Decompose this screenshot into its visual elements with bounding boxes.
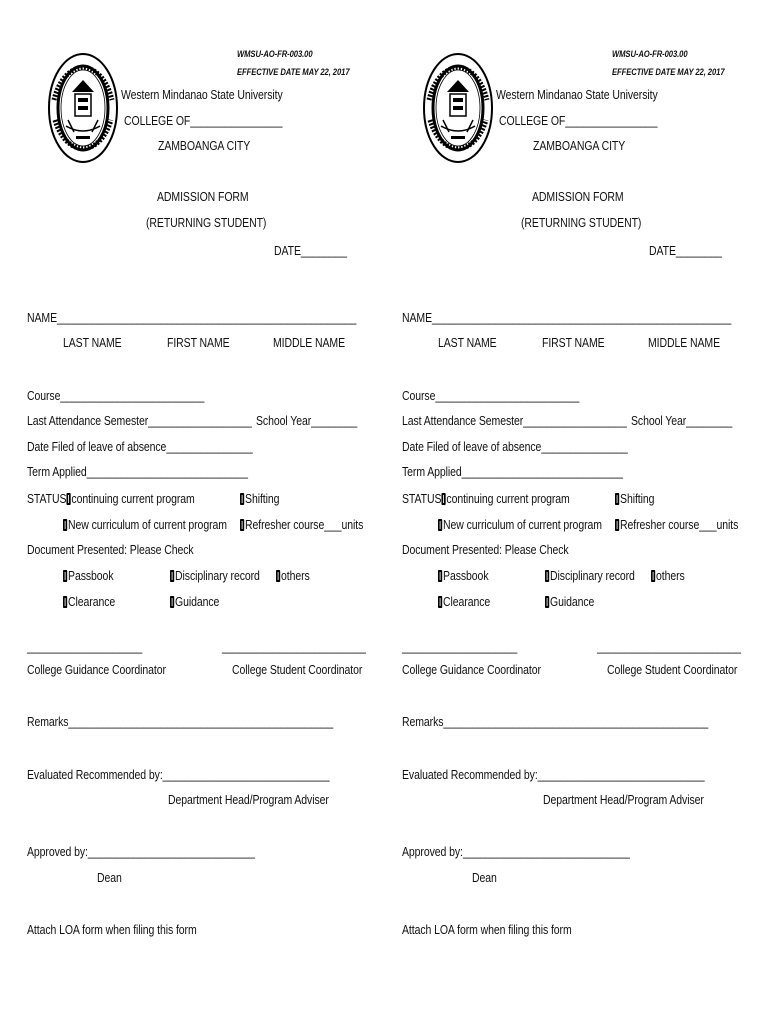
- last-attendance-field: Last Attendance Semester__________________: [402, 414, 627, 428]
- doc-clearance: Clearance: [63, 595, 115, 609]
- student-coordinator-label: College Student Coordinator: [232, 663, 363, 677]
- checkbox-new-curriculum[interactable]: [63, 519, 67, 531]
- checkbox-clearance[interactable]: [63, 596, 67, 608]
- approved-field: Approved by:_____________________________: [27, 845, 255, 859]
- term-applied-field: Term Applied____________________________: [402, 465, 623, 479]
- dept-head-label: Department Head/Program Adviser: [543, 793, 704, 807]
- date-field: DATE________: [274, 244, 347, 258]
- attach-note: Attach LOA form when filing this form: [27, 923, 197, 937]
- checkbox-continuing[interactable]: [66, 493, 70, 505]
- city-name: ZAMBOANGA CITY: [158, 139, 251, 153]
- university-seal-icon: [48, 52, 118, 164]
- form-title: ADMISSION FORM: [157, 190, 249, 204]
- last-name-label: LAST NAME: [438, 336, 497, 350]
- option-shifting: Shifting: [240, 492, 279, 506]
- school-year-field: School Year________: [256, 414, 358, 428]
- middle-name-label: MIDDLE NAME: [273, 336, 346, 350]
- option-new-curriculum: New curriculum of current program: [63, 518, 227, 532]
- last-attendance-field: Last Attendance Semester__________________: [27, 414, 252, 428]
- approved-field: Approved by:_____________________________: [402, 845, 630, 859]
- option-refresher: Refresher course___units: [240, 518, 363, 532]
- name-field: NAME____________________________________________________: [402, 311, 732, 325]
- checkbox-shifting[interactable]: [615, 493, 619, 505]
- evaluated-field: Evaluated Recommended by:_____________________________: [402, 768, 705, 782]
- form-code: WMSU-AO-FR-003.00: [237, 49, 313, 59]
- signature-line-guidance: ____________________: [402, 640, 518, 654]
- name-field: NAME____________________________________________________: [27, 311, 357, 325]
- student-coordinator-label: College Student Coordinator: [607, 663, 738, 677]
- university-seal-icon: [423, 52, 493, 164]
- date-field: DATE________: [649, 244, 722, 258]
- signature-line-student: _________________________: [597, 640, 741, 654]
- college-field: COLLEGE OF________________: [124, 114, 283, 128]
- dept-head-label: Department Head/Program Adviser: [168, 793, 329, 807]
- document-presented-label: Document Presented: Please Check: [27, 543, 194, 557]
- checkbox-guidance[interactable]: [170, 596, 174, 608]
- dean-label: Dean: [97, 871, 122, 885]
- doc-disciplinary: Disciplinary record: [545, 569, 635, 583]
- checkbox-passbook[interactable]: [63, 570, 67, 582]
- remarks-field: Remarks______________________________________________: [402, 715, 709, 729]
- form-subtitle: (RETURNING STUDENT): [521, 216, 642, 230]
- option-refresher: Refresher course___units: [615, 518, 738, 532]
- course-field: Course_________________________: [27, 389, 205, 403]
- option-continuing: continuing current program: [446, 492, 570, 506]
- checkbox-clearance[interactable]: [438, 596, 442, 608]
- city-name: ZAMBOANGA CITY: [533, 139, 626, 153]
- date-filed-field: Date Filed of leave of absence_______________: [27, 440, 253, 454]
- university-name: Western Mindanao State University: [121, 88, 283, 102]
- effective-date: EFFECTIVE DATE MAY 22, 2017: [612, 67, 725, 77]
- checkbox-passbook[interactable]: [438, 570, 442, 582]
- form-title: ADMISSION FORM: [532, 190, 624, 204]
- checkbox-others[interactable]: [276, 570, 280, 582]
- checkbox-disciplinary[interactable]: [545, 570, 549, 582]
- option-new-curriculum: New curriculum of current program: [438, 518, 602, 532]
- evaluated-field: Evaluated Recommended by:_____________________________: [27, 768, 330, 782]
- course-field: Course_________________________: [402, 389, 580, 403]
- signature-line-guidance: ____________________: [27, 640, 143, 654]
- form-code: WMSU-AO-FR-003.00: [612, 49, 688, 59]
- date-filed-field: Date Filed of leave of absence_______________: [402, 440, 628, 454]
- first-name-label: FIRST NAME: [542, 336, 605, 350]
- checkbox-refresher[interactable]: [615, 519, 619, 531]
- middle-name-label: MIDDLE NAME: [648, 336, 721, 350]
- guidance-coordinator-label: College Guidance Coordinator: [402, 663, 541, 677]
- checkbox-continuing[interactable]: [441, 493, 445, 505]
- doc-passbook: Passbook: [438, 569, 488, 583]
- form-subtitle: (RETURNING STUDENT): [146, 216, 267, 230]
- university-name: Western Mindanao State University: [496, 88, 658, 102]
- doc-guidance: Guidance: [545, 595, 594, 609]
- attach-note: Attach LOA form when filing this form: [402, 923, 572, 937]
- school-year-field: School Year________: [631, 414, 733, 428]
- signature-line-student: _________________________: [222, 640, 366, 654]
- doc-passbook: Passbook: [63, 569, 113, 583]
- status-label: STATUS continuing current program: [402, 492, 570, 506]
- option-shifting: Shifting: [615, 492, 654, 506]
- doc-disciplinary: Disciplinary record: [170, 569, 260, 583]
- checkbox-disciplinary[interactable]: [170, 570, 174, 582]
- dean-label: Dean: [472, 871, 497, 885]
- status-label: STATUS continuing current program: [27, 492, 195, 506]
- checkbox-new-curriculum[interactable]: [438, 519, 442, 531]
- remarks-field: Remarks______________________________________________: [27, 715, 334, 729]
- first-name-label: FIRST NAME: [167, 336, 230, 350]
- last-name-label: LAST NAME: [63, 336, 122, 350]
- checkbox-guidance[interactable]: [545, 596, 549, 608]
- document-presented-label: Document Presented: Please Check: [402, 543, 569, 557]
- doc-others: others: [651, 569, 685, 583]
- admission-form-right: [375, 0, 760, 1024]
- college-field: COLLEGE OF________________: [499, 114, 658, 128]
- checkbox-shifting[interactable]: [240, 493, 244, 505]
- option-continuing: continuing current program: [71, 492, 195, 506]
- checkbox-refresher[interactable]: [240, 519, 244, 531]
- doc-others: others: [276, 569, 310, 583]
- effective-date: EFFECTIVE DATE MAY 22, 2017: [237, 67, 350, 77]
- checkbox-others[interactable]: [651, 570, 655, 582]
- guidance-coordinator-label: College Guidance Coordinator: [27, 663, 166, 677]
- doc-guidance: Guidance: [170, 595, 219, 609]
- term-applied-field: Term Applied____________________________: [27, 465, 248, 479]
- doc-clearance: Clearance: [438, 595, 490, 609]
